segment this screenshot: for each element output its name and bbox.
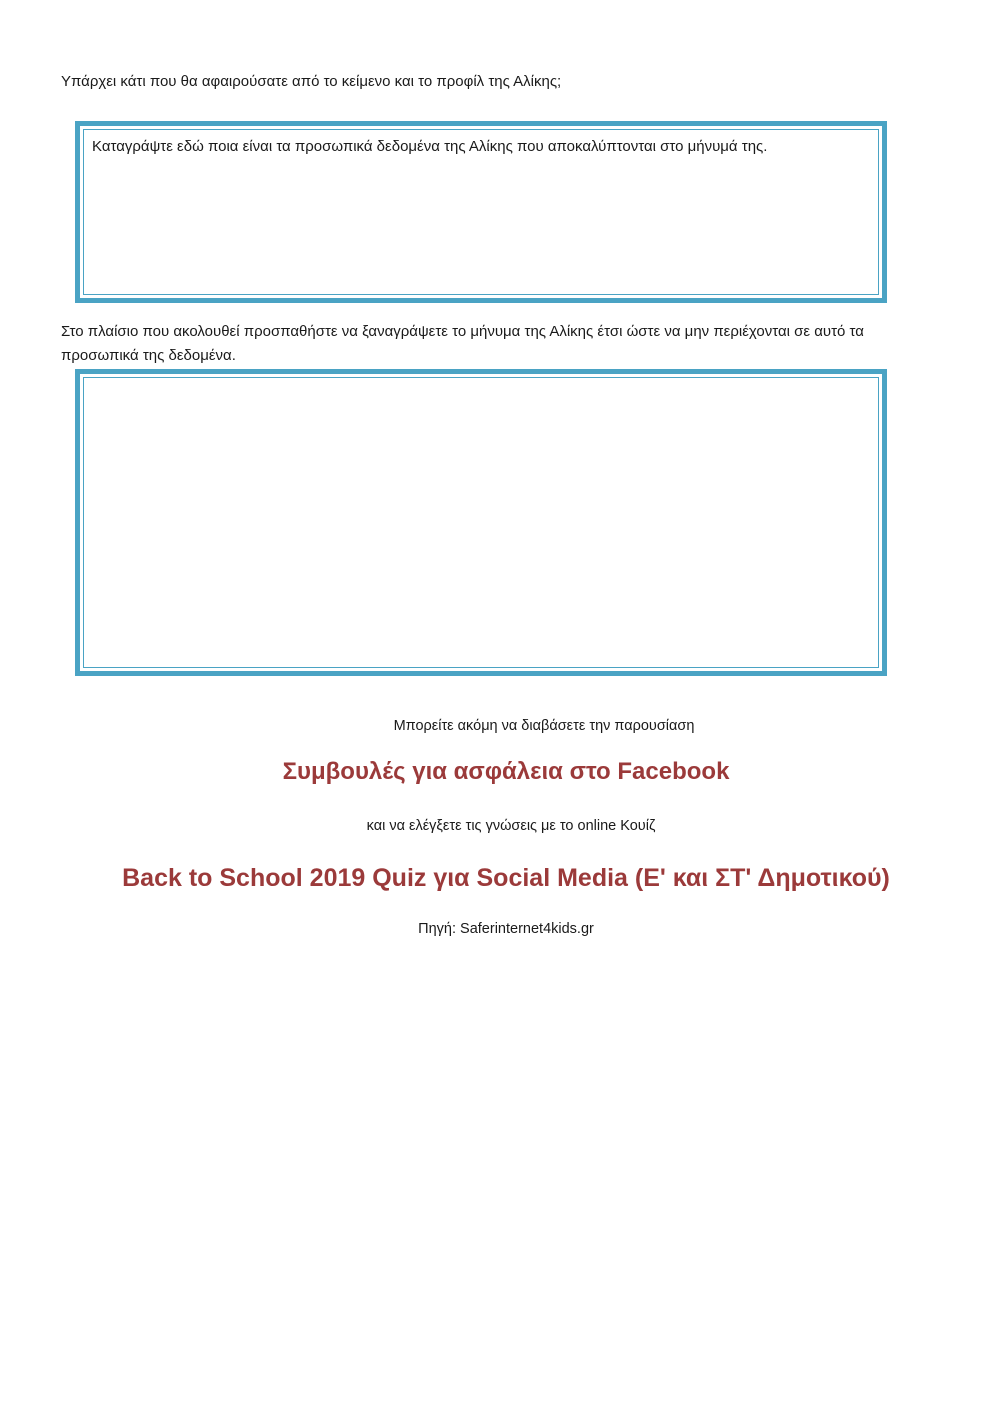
question-remove-text: Υπάρχει κάτι που θα αφαιρούσατε από το κείμενο και το προφίλ της Αλίκης; [61, 73, 562, 90]
presentation-intro-text: Μπορείτε ακόμη να διαβάσετε την παρουσίαση [393, 718, 695, 734]
facebook-safety-presentation-link[interactable]: Συμβουλές για ασφάλεια στο Facebook [282, 758, 730, 785]
personal-data-answer-box[interactable] [75, 121, 887, 303]
rewrite-message-answer-box[interactable] [75, 369, 887, 676]
answer-box-hint: Καταγράψτε εδώ ποια είναι τα προσωπικά δεδομένα της Αλίκης που αποκαλύπτονται στο μήνυμά της. [92, 138, 768, 155]
social-media-quiz-link[interactable]: Back to School 2019 Quiz για Social Media (Ε' και ΣΤ' Δημοτικού) [122, 864, 890, 892]
answer-box-inner-frame [83, 377, 879, 668]
quiz-intro-text: και να ελέγξετε τις γνώσεις με το online Κουίζ [366, 818, 656, 834]
source-credit: Πηγή: Saferinternet4kids.gr [418, 921, 594, 937]
question-rewrite-text: Στο πλαίσιο που ακολουθεί προσπαθήστε να ξαναγράψετε το μήνυμα της Αλίκης έτσι ώστε να μην περιέχονται σε αυτό τα προσωπικά της δεδομένα. [61, 323, 864, 364]
